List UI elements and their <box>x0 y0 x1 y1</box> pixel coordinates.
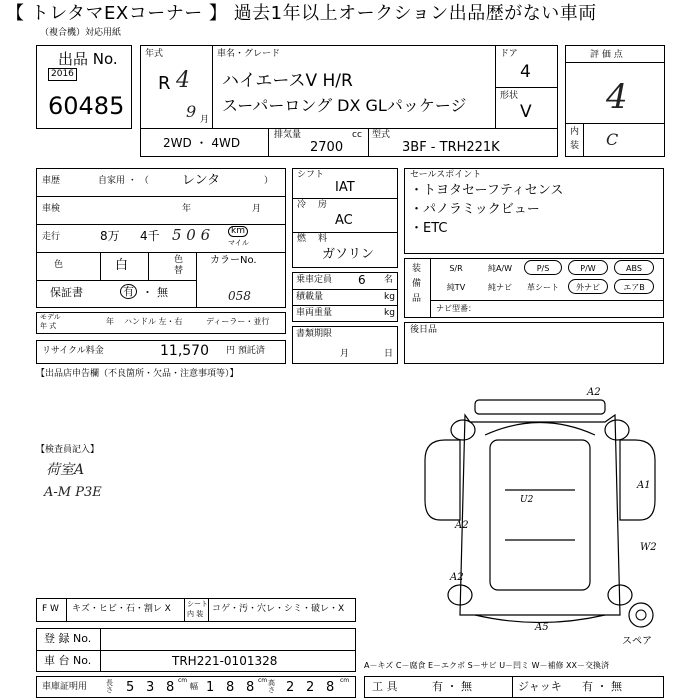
capacity-label: 乗車定員 <box>296 275 333 285</box>
month-value: 9 <box>186 102 197 121</box>
load-label: 積載量 <box>296 292 324 302</box>
jack-label: ジャッキ <box>518 680 562 693</box>
door-value: 4 <box>520 62 531 82</box>
aircon-label-1: 冷 <box>297 200 307 210</box>
windshield <box>485 423 595 436</box>
seat-label-2: 内 装 <box>187 610 204 618</box>
reg-period-label: 書類期限 <box>296 329 333 339</box>
recycle-unit: 円 預託済 <box>226 346 265 356</box>
inspection-year: 年 <box>182 204 192 214</box>
capacity-unit: 名 <box>384 275 394 285</box>
model-year-year: 年 <box>106 317 114 326</box>
inspection-label: 車検 <box>42 204 61 214</box>
history-label: 車歴 <box>42 176 61 186</box>
reg-no-label: 登 録 No. <box>44 632 92 645</box>
fw-options: キズ・ヒビ・石・割レ X <box>72 604 171 614</box>
fuel-label-2: 料 <box>318 234 328 244</box>
cert-hgt-unit: cm <box>340 677 350 684</box>
capacity-value: 6 <box>358 273 366 287</box>
equip-power-window: P/W <box>568 260 608 275</box>
equip-genuine-tv: 純TV <box>446 283 466 292</box>
warranty-yes: 有 <box>120 284 137 299</box>
seat-options: コゲ・汚・穴レ・シミ・破レ・X <box>212 604 345 614</box>
cert-hgt-3: 8 <box>326 680 335 695</box>
inspection-month: 月 <box>252 204 262 214</box>
cert-len-3: 8 <box>166 680 175 695</box>
drive-type: 2WD ・ 4WD <box>163 136 241 150</box>
mark-front: A5 <box>535 622 549 630</box>
mileage-label: 走行 <box>42 232 61 242</box>
model-year-dealer: ディーラー・並行 <box>206 317 270 326</box>
cert-label: 車庫証明用 <box>42 682 88 692</box>
cert-len-1: 5 <box>126 680 135 695</box>
equip-airbag: エアB <box>614 279 654 294</box>
model-year-handle: ハンドル 左・右 <box>124 317 183 326</box>
jack-value: 有 ・ 無 <box>582 680 622 693</box>
equip-aftermarket-navi: 外ナビ <box>568 279 608 294</box>
interior-label-2: 装 <box>570 141 580 151</box>
fuel-value: ガソリン <box>322 247 375 262</box>
model-value: 3BF - TRH221K <box>402 140 500 155</box>
recycle-label: リサイクル料金 <box>42 346 104 356</box>
equipment-label-1: 装 <box>412 264 422 274</box>
shift-value: IAT <box>335 180 355 195</box>
load-unit: kg <box>384 292 395 302</box>
car-damage-diagram <box>415 380 665 630</box>
mark-left: A2 <box>455 520 469 531</box>
cert-wid-1: 1 <box>206 680 215 695</box>
aircon-label-2: 房 <box>318 200 328 210</box>
arrival-box <box>404 322 664 364</box>
model-year-label-2: 年 式 <box>40 322 57 330</box>
grade-label: 評 価 点 <box>590 50 623 60</box>
cert-wid-label: 幅 <box>190 682 198 691</box>
equip-genuine-navi: 純ナビ <box>488 283 512 292</box>
rear-left-wheel <box>451 420 475 440</box>
model-year-label-1: モデル <box>40 313 61 321</box>
history-value: レンタ <box>182 173 221 188</box>
cert-hgt-1: 2 <box>286 680 295 695</box>
tools-label: 工 具 <box>372 680 398 693</box>
shift-label: シフト <box>297 170 325 180</box>
cert-hgt-label: 高さ <box>268 679 275 694</box>
fw-label: F W <box>42 604 59 614</box>
roof-outline <box>460 415 620 615</box>
weight-label: 車両重量 <box>296 308 333 318</box>
displacement-value: 2700 <box>310 140 344 155</box>
history-options: 自家用 ・ （ <box>98 176 149 186</box>
warranty-no: 無 <box>157 286 168 299</box>
mileage-handwritten: 5 0 6 <box>172 226 211 244</box>
color-change-label-1: 色 <box>174 255 184 265</box>
reg-period-day: 日 <box>384 349 394 359</box>
reg-period-month: 月 <box>340 349 350 359</box>
cert-wid-3: 8 <box>246 680 255 695</box>
banner-title: 【 トレタマEXコーナー 】 過去1年以上オークション出品歴がない車両 <box>6 3 597 24</box>
chassis-value: TRH221-0101328 <box>172 654 278 668</box>
history-close: ） <box>264 176 274 186</box>
year-value: 4 <box>176 68 190 93</box>
sales-point-1: ・トヨタセーフティセンス <box>410 183 564 198</box>
warranty-sep: ・ <box>142 286 153 299</box>
month-unit: 月 <box>200 115 210 125</box>
inspector-note-2: A-M P3E <box>44 485 102 500</box>
cert-wid-2: 8 <box>226 680 235 695</box>
mark-right-rear: A1 <box>637 480 651 491</box>
weight-unit: kg <box>384 308 395 318</box>
cabin-outline <box>490 440 590 590</box>
aircon-value: AC <box>335 213 353 228</box>
equipment-label-3: 品 <box>412 294 422 304</box>
interior-label-1: 内 <box>570 127 580 137</box>
warranty-label: 保証書 <box>50 286 83 299</box>
lot-stamp: 2016 <box>48 68 77 81</box>
color-no-value: 058 <box>228 289 251 303</box>
equip-alloy-wheel: 純A/W <box>487 264 513 273</box>
equip-abs: ABS <box>614 260 654 275</box>
vehicle-name-line2: スーパーロング DX GLパッケージ <box>222 96 467 115</box>
equip-sunroof: S/R <box>449 264 463 273</box>
sales-points-label: セールスポイント <box>410 170 482 180</box>
mileage-sen: 4千 <box>140 229 160 243</box>
spare-label: スペア <box>622 636 652 647</box>
mileage-man: 8万 <box>100 229 120 243</box>
color-label: 色 <box>54 260 64 270</box>
rear-bumper <box>475 400 605 414</box>
interior-grade: C <box>606 130 619 149</box>
mileage-unit: km <box>228 226 248 237</box>
year-era: R <box>158 73 171 94</box>
mark-roof: U2 <box>520 495 534 505</box>
cc-unit: cc <box>352 130 362 140</box>
damage-legend: A－キズ C－腐食 E－エクボ S－サビ U－凹ミ W－補修 XX－交換済 <box>364 661 610 670</box>
lot-label: 出品 No. <box>58 50 118 68</box>
mark-rear: A2 <box>587 387 601 398</box>
year-label: 年式 <box>145 49 164 59</box>
color-value: 白 <box>115 258 129 273</box>
spare-tire-icon <box>626 600 656 630</box>
recycle-amount: 11,570 <box>160 343 209 359</box>
mark-front-left: A2 <box>450 572 464 583</box>
fuel-label-1: 燃 <box>297 234 307 244</box>
equip-power-steering: P/S <box>524 260 562 275</box>
shape-value: V <box>520 102 532 122</box>
sales-point-2: ・パノラミックビュー <box>410 202 540 217</box>
tools-value: 有 ・ 無 <box>432 680 472 693</box>
navi-model-label: ナビ型番： <box>436 304 476 313</box>
inspector-note-1: 荷室A <box>46 462 85 478</box>
chassis-label: 車 台 No. <box>44 654 92 667</box>
dealer-note-label: 【出品店申告欄（不良箇所・欠品・注意事項等）】 <box>36 369 239 379</box>
displacement-label: 排気量 <box>274 130 302 140</box>
rear-right-wheel <box>605 420 629 440</box>
door-label: ドア <box>500 49 518 59</box>
grade-score: 4 <box>606 77 628 117</box>
lot-number: 60485 <box>48 92 125 120</box>
cert-len-label: 長さ <box>106 679 113 694</box>
equip-leather-seat: 革シート <box>527 283 559 292</box>
arrival-label: 後日品 <box>410 325 438 335</box>
sales-point-3: ・ETC <box>410 221 448 236</box>
mileage-unit-mile: マイル <box>228 239 249 247</box>
cert-len-2: 3 <box>146 680 155 695</box>
document-note: （複合機）対応用紙 <box>40 28 122 38</box>
name-label: 車名・グレード <box>217 49 281 59</box>
color-no-label: カラーNo. <box>210 255 257 266</box>
mark-right-front: W2 <box>640 542 657 553</box>
color-change-label-2: 替 <box>174 266 184 276</box>
left-fender <box>425 440 460 520</box>
seat-label-1: シート <box>187 600 208 608</box>
cert-hgt-2: 2 <box>306 680 315 695</box>
equipment-label-2: 備 <box>412 279 422 289</box>
cert-len-unit: cm <box>178 677 188 684</box>
cert-wid-unit: cm <box>258 677 268 684</box>
shape-label: 形状 <box>500 91 519 101</box>
model-label: 型式 <box>372 130 391 140</box>
vehicle-name-line1: ハイエースV H/R <box>222 71 353 91</box>
inspector-label: 【検査員記入】 <box>36 445 100 455</box>
